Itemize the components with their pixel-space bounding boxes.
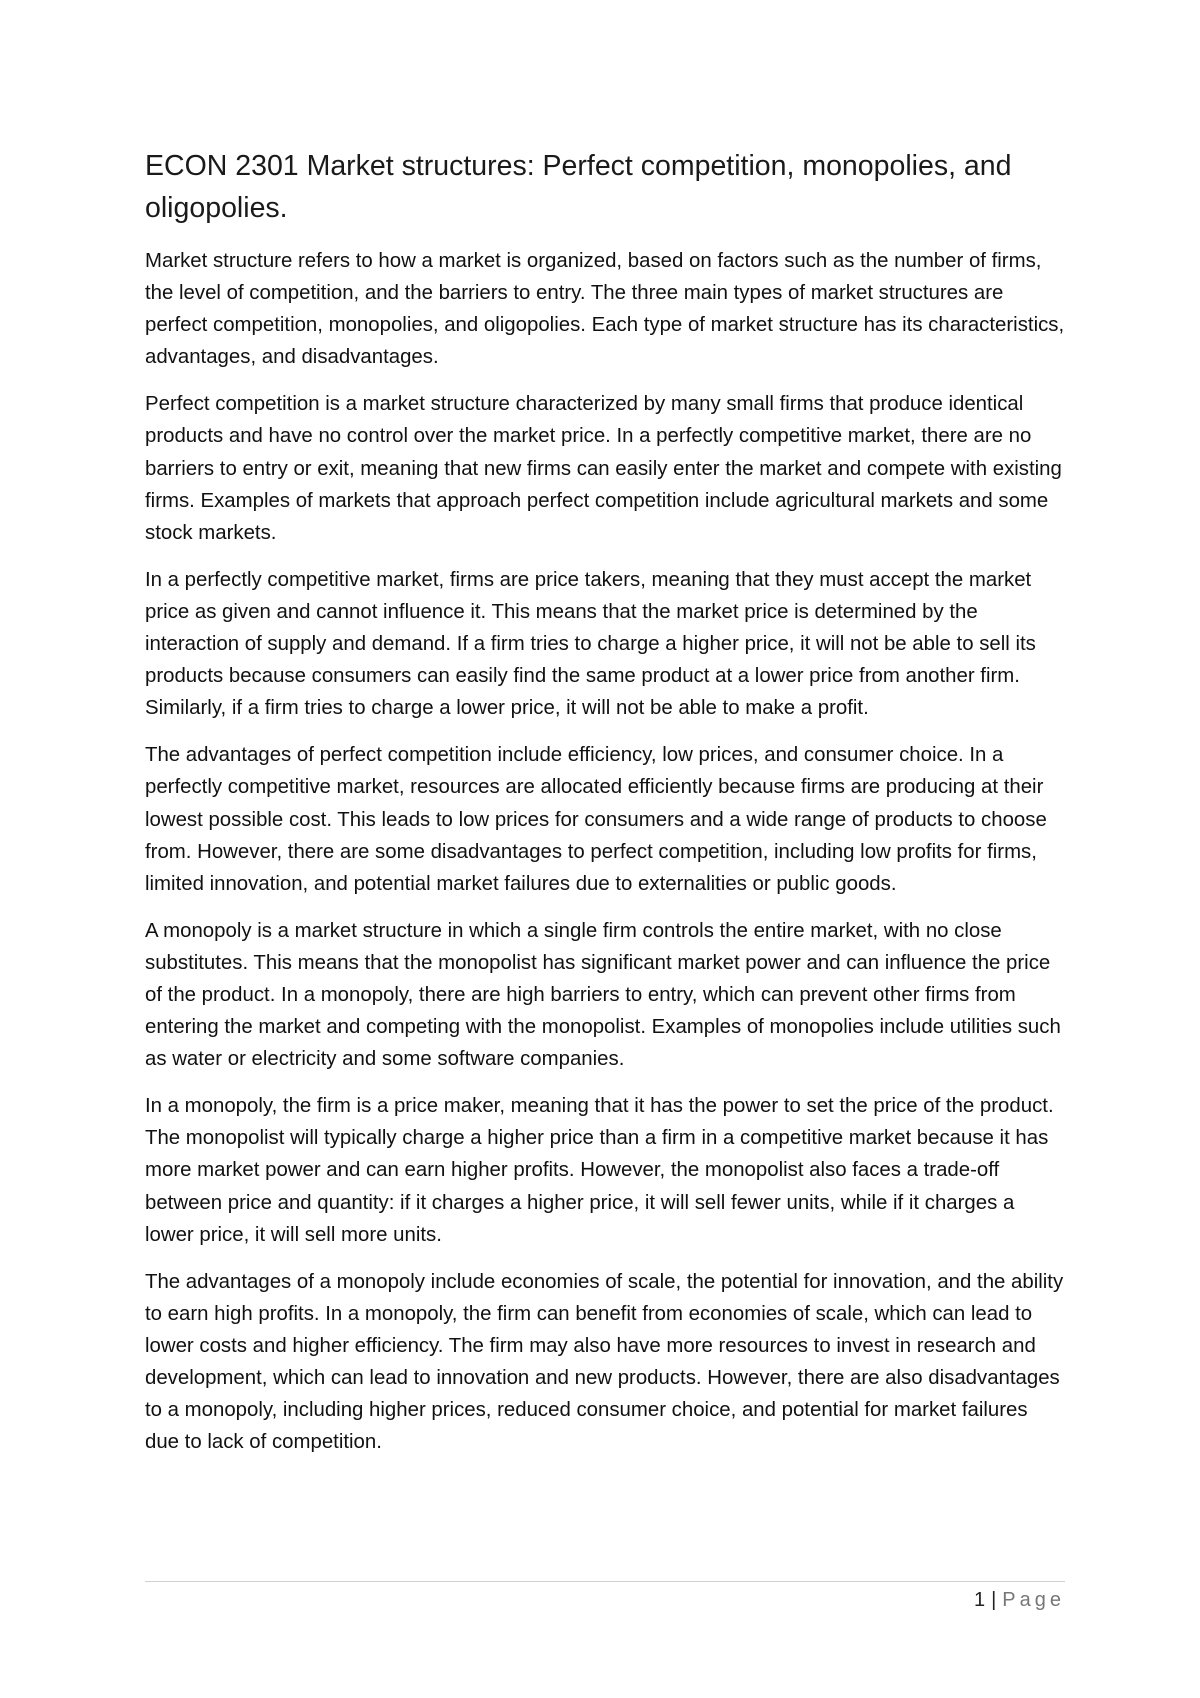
paragraph-1: Market structure refers to how a market is organized, based on factors such as the number of firms, the level of competition, and the barriers to entry. The three main types of market structures are perfect competition, monopolies, and oligopolies. Each type of market structure has its characteristics, advantages, and disadvantages.	[145, 250, 1065, 369]
footer-divider	[145, 1581, 1065, 1582]
paragraph-7: The advantages of a monopoly include economies of scale, the potential for innovation, and the ability to earn high profits. In a monopoly, the firm can benefit from economies of scale, which can lead to lower costs and higher efficiency. The firm may also have more resources to invest in research and development, which can lead to innovation and new products. However, there are also disadvantages to a monopoly, including higher prices, reduced consumer choice, and potential for market failures due to lack of competition.	[145, 1270, 1064, 1454]
paragraph-5: A monopoly is a market structure in which a single firm controls the entire market, with no close substitutes. This means that the monopolist has significant market power and can influence the price of the product. In a monopoly, there are high barriers to entry, which can prevent other firms from entering the market and competing with the monopolist. Examples of monopolies include utilities such as water or electricity and some software companies.	[145, 919, 1061, 1071]
paragraph-3: In a perfectly competitive market, firms are price takers, meaning that they must accept the market price as given and cannot influence it. This means that the market price is determined by the interaction of supply and demand. If a firm tries to charge a higher price, it will not be able to sell its products because consumers can easily find the same product at a lower price from another firm. Similarly, if a firm tries to charge a lower price, it will not be able to make a profit.	[145, 568, 1036, 720]
page-label: Page	[1002, 1589, 1065, 1611]
document-title: ECON 2301 Market structures: Perfect competition, monopolies, and oligopolies.	[145, 150, 1012, 224]
paragraph-4: The advantages of perfect competition include efficiency, low prices, and consumer choice. In a perfectly competitive market, resources are allocated efficiently because firms are producing at their lowest possible cost. This leads to low prices for consumers and a wide range of products to choose from. However, there are some disadvantages to perfect competition, including low profits for firms, limited innovation, and potential market failures due to externalities or public goods.	[145, 744, 1047, 895]
document-body	[145, 145, 1065, 1473]
page-number: 1	[973, 1589, 986, 1611]
page-footer	[974, 1586, 1065, 1614]
page-separator: |	[991, 1589, 997, 1611]
paragraph-2: Perfect competition is a market structure characterized by many small firms that produce identical products and have no control over the market price. In a perfectly competitive market, there are no barriers to entry or exit, meaning that new firms can easily enter the market and compete with existing firms. Examples of markets that approach perfect competition include agricultural markets and some stock markets.	[145, 393, 1062, 544]
paragraph-6: In a monopoly, the firm is a price maker, meaning that it has the power to set the price of the product. The monopolist will typically charge a higher price than a firm in a competitive market because it has more market power and can earn higher profits. However, the monopolist also faces a trade-off between price and quantity: if it charges a higher price, it will sell fewer units, while if it charges a lower price, it will sell more units.	[145, 1095, 1054, 1246]
